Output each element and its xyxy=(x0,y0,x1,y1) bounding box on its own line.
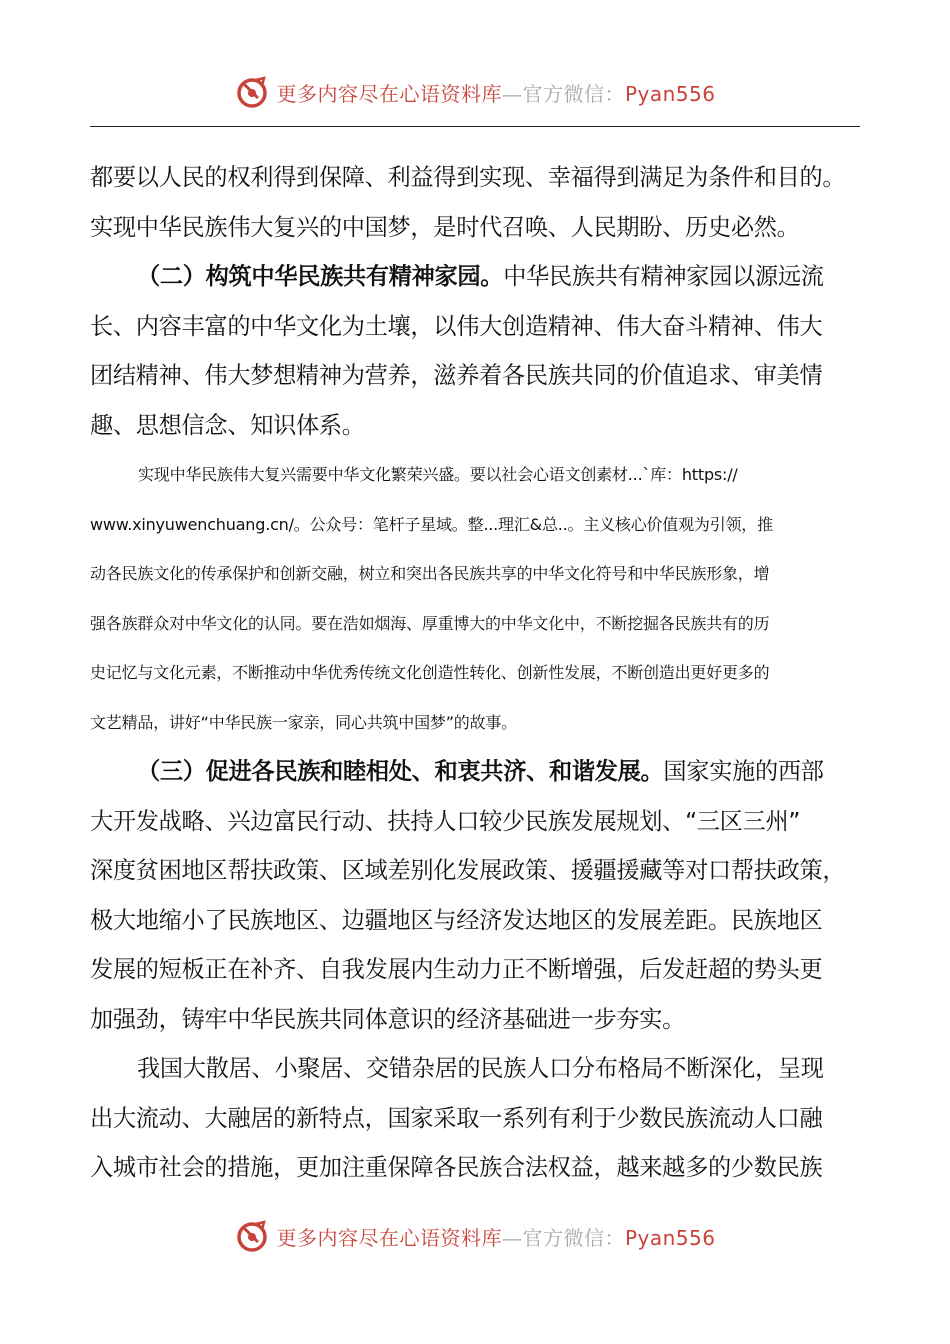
logo-icon xyxy=(234,1218,270,1254)
document-body xyxy=(90,153,870,1193)
p1-line-2: 实现中华民族伟大复兴的中国梦，是时代召唤、人民期盼、历史必然。 xyxy=(90,213,800,241)
p5-line-3: 入城市社会的措施，更加注重保障各民族合法权益，越来越多的少数民族 xyxy=(90,1154,823,1181)
p5-line-1: 我国大散居、小聚居、交错杂居的民族人口分布格局不断深化，呈现 xyxy=(137,1055,824,1082)
header-banner-text: 更多内容尽在心语资料库—官方微信：Pyan556 xyxy=(276,81,716,106)
p3-line-2: www.xinyuwenchuang.cn/。公众号：笔杆子星域。整...理汇&总..。主义核心价值观为引领，推 xyxy=(90,514,773,534)
p4-line-2: 大开发战略、兴边富民行动、扶持人口较少民族发展规划、“三区三州” xyxy=(90,807,801,835)
p4-line-1: （三）促进各民族和睦相处、和衷共济、和谐发展。国家实施的西部 xyxy=(137,758,824,785)
p3-line-3: 动各民族文化的传承保护和创新交融，树立和突出各民族共享的中华文化符号和中华民族形象，增 xyxy=(90,564,770,583)
p2-line-4: 趣、思想信念、知识体系。 xyxy=(90,411,365,439)
p2-line-1: （二）构筑中华民族共有精神家园。中华民族共有精神家园以源远流 xyxy=(137,263,824,290)
p4-line-3: 深度贫困地区帮扶政策、区域差别化发展政策、援疆援藏等对口帮扶政策， xyxy=(90,857,846,884)
p3-line-5: 史记忆与文化元素，不断推动中华优秀传统文化创造性转化、创新性发展，不断创造出更好更多的 xyxy=(90,663,770,682)
p4-line-5: 发展的短板正在补齐、自我发展内生动力正不断增强，后发赶超的势头更 xyxy=(90,956,823,983)
p4-line-6: 加强劲，铸牢中华民族共同体意识的经济基础进一步夯实。 xyxy=(90,1005,686,1033)
p3-line-6: 文艺精品，讲好“中华民族一家亲，同心共筑中国梦”的故事。 xyxy=(90,712,517,732)
section-heading-3: （三）促进各民族和睦相处、和衷共济、和谐发展。 xyxy=(137,758,664,785)
section-heading-2: （二）构筑中华民族共有精神家园。 xyxy=(137,263,504,290)
footer-banner-text: 更多内容尽在心语资料库—官方微信：Pyan556 xyxy=(276,1225,716,1250)
p2-line-2: 长、内容丰富的中华文化为土壤，以伟大创造精神、伟大奋斗精神、伟大 xyxy=(90,312,823,340)
footer-banner xyxy=(0,1216,950,1256)
p2-line-3: 团结精神、伟大梦想精神为营养，滋养着各民族共同的价值追求、审美情 xyxy=(90,362,823,389)
p3-line-4: 强各族群众对中华文化的认同。要在浩如烟海、厚重博大的中华文化中，不断挖掘各民族共有的历 xyxy=(90,613,770,633)
header-divider xyxy=(90,126,860,127)
logo-icon xyxy=(234,74,270,110)
p3-line-1: 实现中华民族伟大复兴需要中华文化繁荣兴盛。要以社会心语文创素材...`库：https:// xyxy=(138,465,738,484)
p5-line-2: 出大流动、大融居的新特点，国家采取一系列有利于少数民族流动人口融 xyxy=(90,1104,823,1132)
p1-line-1: 都要以人民的权利得到保障、利益得到实现、幸福得到满足为条件和目的。 xyxy=(90,164,846,191)
header-banner xyxy=(0,72,950,112)
p4-line-4: 极大地缩小了民族地区、边疆地区与经济发达地区的发展差距。民族地区 xyxy=(90,906,823,934)
